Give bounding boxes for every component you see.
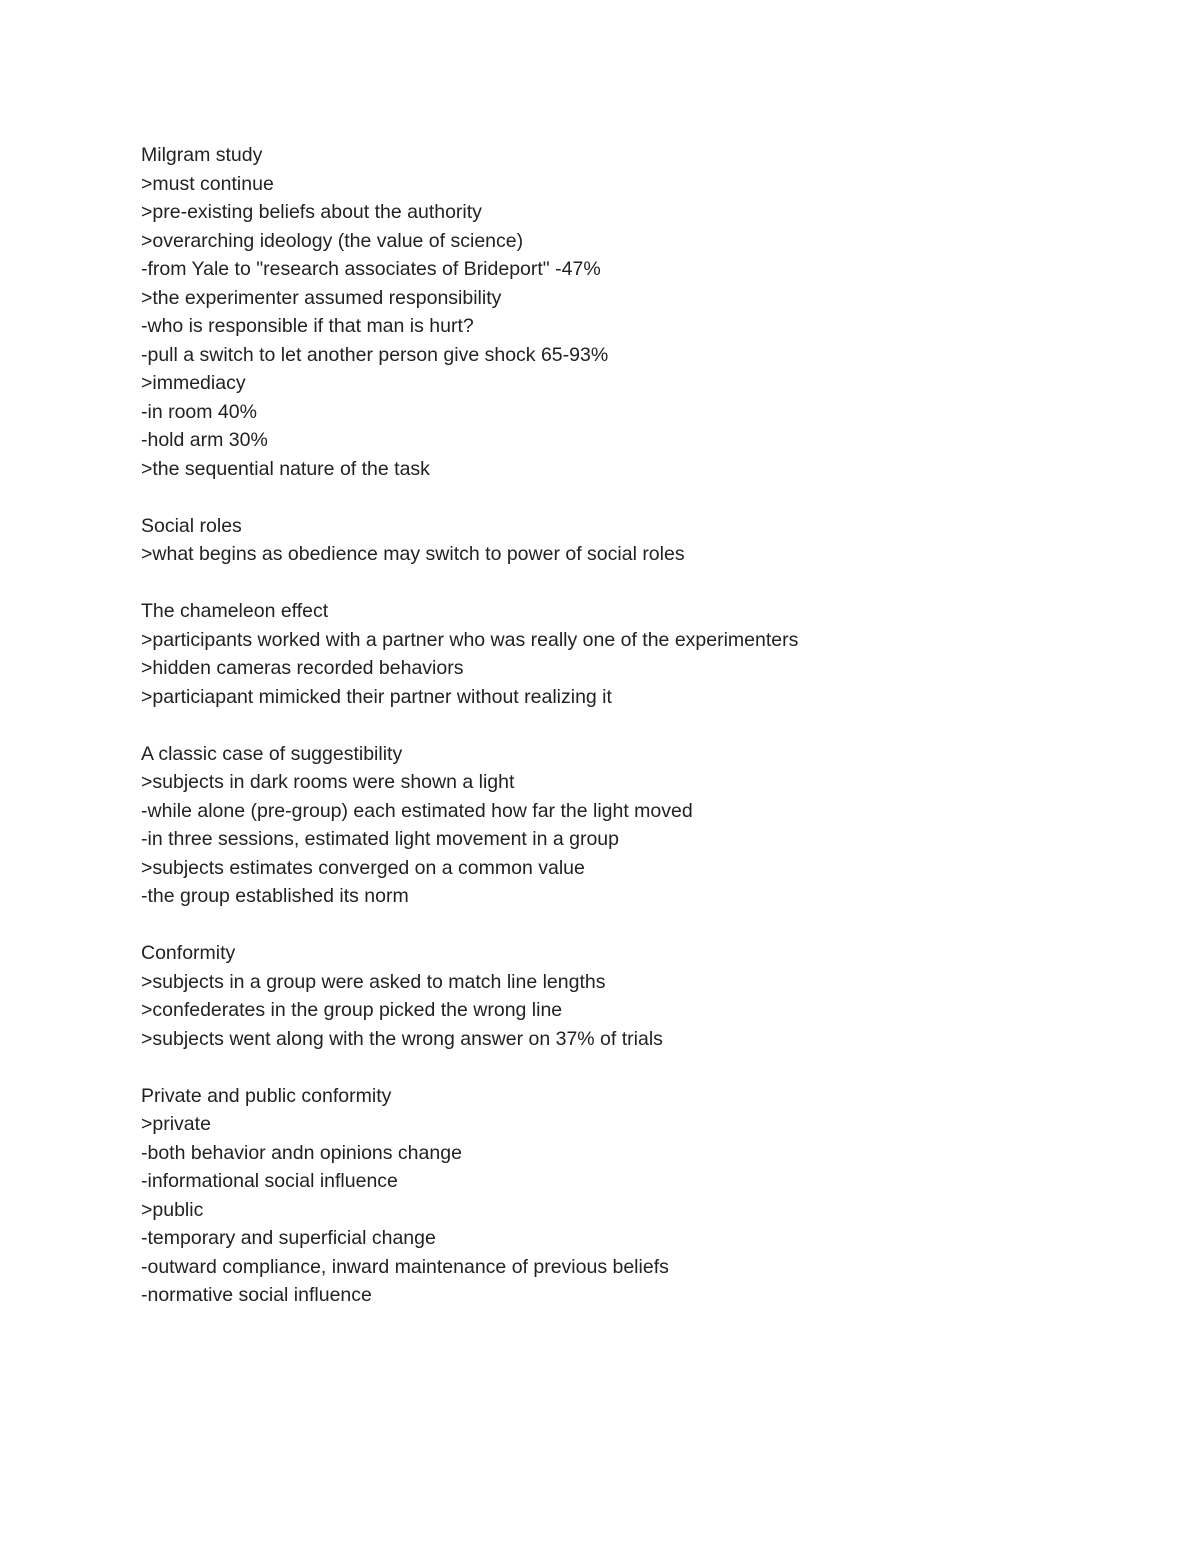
note-section (141, 141, 1141, 483)
note-line: -informational social influence (141, 1170, 398, 1192)
note-line: -from Yale to "research associates of Brideport" -47% (141, 258, 601, 280)
note-line: >subjects went along with the wrong answer on 37% of trials (141, 1027, 663, 1050)
note-line: >immediacy (141, 372, 246, 394)
note-line: >must continue (141, 172, 274, 195)
note-line: >private (141, 1113, 211, 1135)
note-section (141, 939, 1141, 1053)
section-heading: Private and public conformity (141, 1084, 392, 1107)
note-line: >what begins as obedience may switch to power of social roles (141, 543, 685, 565)
note-line: -in three sessions, estimated light movement in a group (141, 828, 619, 850)
section-heading: Social roles (141, 514, 242, 537)
note-line: -normative social influence (141, 1284, 372, 1306)
document-body (141, 141, 1141, 1338)
note-line: >subjects estimates converged on a common value (141, 856, 585, 879)
note-line: -outward compliance, inward maintenance of previous beliefs (141, 1255, 669, 1278)
note-line: -while alone (pre-group) each estimated how far the light moved (141, 799, 693, 822)
section-heading: The chameleon effect (141, 600, 329, 622)
note-section (141, 597, 1141, 711)
note-section (141, 512, 1141, 569)
note-line: -hold arm 30% (141, 429, 268, 451)
note-line: >subjects in dark rooms were shown a light (141, 771, 515, 793)
note-line: >public (141, 1198, 204, 1221)
note-line: >participants worked with a partner who was really one of the experimenters (141, 628, 799, 651)
note-line: >subjects in a group were asked to match line lengths (141, 970, 606, 993)
section-heading: Milgram study (141, 144, 263, 166)
section-heading: Conformity (141, 942, 236, 964)
note-line: >the experimenter assumed responsibility (141, 286, 502, 309)
note-line: -both behavior andn opinions change (141, 1141, 462, 1164)
note-line: >confederates in the group picked the wrong line (141, 999, 563, 1021)
note-line: -who is responsible if that man is hurt? (141, 315, 474, 337)
note-line: -the group established its norm (141, 885, 409, 907)
note-line: >the sequential nature of the task (141, 457, 430, 480)
note-line: >overarching ideology (the value of science) (141, 229, 524, 252)
note-section (141, 1082, 1141, 1310)
note-line: >hidden cameras recorded behaviors (141, 657, 464, 679)
note-line: >particiapant mimicked their partner without realizing it (141, 685, 612, 708)
note-section (141, 740, 1141, 911)
note-line: -temporary and superficial change (141, 1227, 436, 1249)
note-line: >pre-existing beliefs about the authority (141, 201, 482, 223)
note-line: -pull a switch to let another person give shock 65-93% (141, 343, 609, 366)
section-heading: A classic case of suggestibility (141, 742, 403, 765)
note-line: -in room 40% (141, 400, 257, 423)
